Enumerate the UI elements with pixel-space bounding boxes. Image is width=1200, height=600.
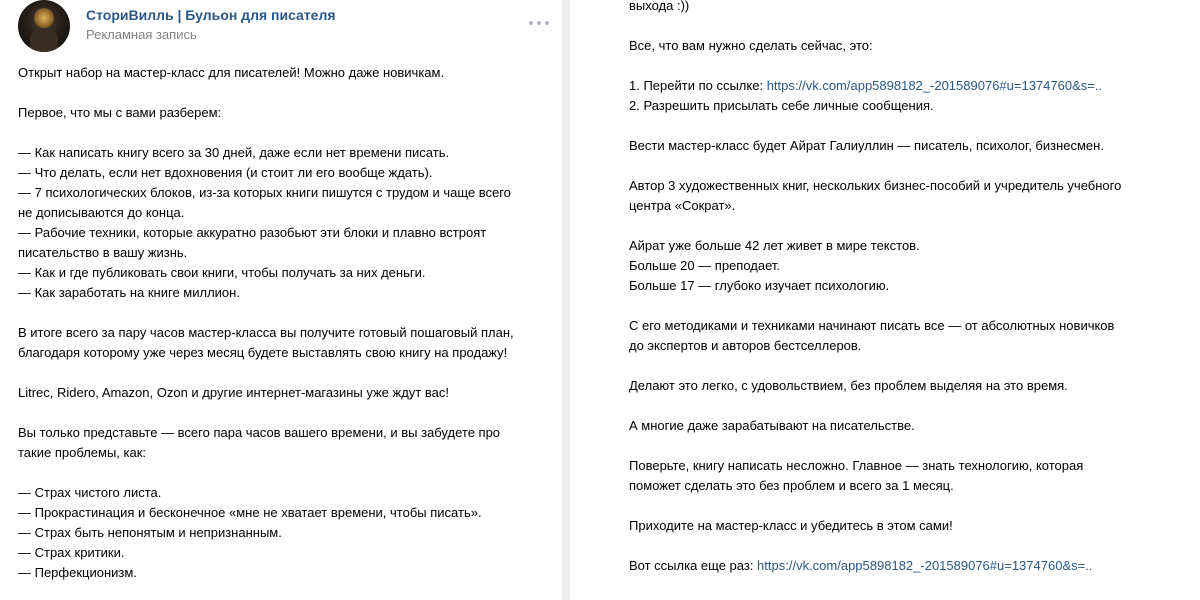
masterclass-link[interactable]: https://vk.com/app5898182_-201589076#u=1374760&s=..	[766, 78, 1103, 93]
text-line: — Прокрастинация и бесконечное «мне не хватает времени, чтобы писать».	[18, 505, 482, 520]
text-line: — Как и где публиковать свои книги, чтобы получать за них деньги.	[18, 265, 426, 280]
text-line: С его методиками и техниками начинают писать все — от абсолютных новичков	[629, 318, 1115, 333]
post-body-text-left	[18, 63, 514, 583]
avatar-image-figure	[30, 30, 58, 52]
text-line: — Как заработать на книге миллион.	[18, 285, 240, 300]
text-line: центра «Сократ».	[629, 198, 736, 213]
text-line: — Что делать, если нет вдохновения (и стоит ли его вообще ждать).	[18, 165, 433, 180]
ellipsis-icon[interactable]	[528, 14, 550, 32]
text-line: — Как написать книгу всего за 30 дней, даже если нет времени писать.	[18, 145, 450, 160]
post-right-panel	[570, 0, 1200, 600]
text-line: Приходите на мастер-класс и убедитесь в этом сами!	[629, 518, 953, 533]
ellipsis-dot	[529, 21, 533, 25]
post-left-panel	[0, 0, 562, 600]
post-subtitle: Рекламная запись	[86, 27, 197, 42]
text-line: не дописываются до конца.	[18, 205, 185, 220]
text-line: 1. Перейти по ссылке:	[629, 78, 767, 93]
text-line: Поверьте, книгу написать несложно. Главное — знать технологию, которая	[629, 458, 1084, 473]
text-line: — Перфекционизм.	[18, 565, 137, 580]
text-line: Больше 20 — преподает.	[629, 258, 781, 273]
post-author-link[interactable]: СториВилль | Бульон для писателя	[86, 7, 336, 23]
avatar-image-glow	[34, 8, 54, 28]
text-line: выхода :))	[629, 0, 690, 13]
avatar[interactable]	[18, 0, 70, 52]
text-line: 2. Разрешить присылать себе личные сообщения.	[629, 98, 934, 113]
ellipsis-dot	[545, 21, 549, 25]
text-line: — Страх быть непонятым и непризнанным.	[18, 525, 282, 540]
text-line: — Рабочие техники, которые аккуратно разобьют эти блоки и плавно встроят	[18, 225, 487, 240]
text-line: Вот ссылка еще раз:	[629, 558, 758, 573]
text-line: Вы только представьте — всего пара часов вашего времени, и вы забудете про	[18, 425, 501, 440]
text-line: писательство в вашу жизнь.	[18, 245, 188, 260]
text-line: благодаря которому уже через месяц будете выставлять свою книгу на продажу!	[18, 345, 508, 360]
text-line: Делают это легко, с удовольствием, без проблем выделяя на это время.	[629, 378, 1068, 393]
text-line: В итоге всего за пару часов мастер-класса вы получите готовый пошаговый план,	[18, 325, 514, 340]
text-line: поможет сделать это без проблем и всего за 1 месяц.	[629, 478, 954, 493]
text-line: — Страх критики.	[18, 545, 125, 560]
text-line: Все, что вам нужно сделать сейчас, это:	[629, 38, 873, 53]
text-line: Больше 17 — глубоко изучает психологию.	[629, 278, 890, 293]
text-line: Открыт набор на мастер-класс для писателей! Можно даже новичкам.	[18, 65, 445, 80]
column-divider	[562, 0, 570, 600]
text-line: Litrec, Ridero, Amazon, Ozon и другие интернет-магазины уже ждут вас!	[18, 385, 449, 400]
text-line: до экспертов и авторов бестселлеров.	[629, 338, 862, 353]
text-line: Айрат уже больше 42 лет живет в мире текстов.	[629, 238, 920, 253]
text-line: А многие даже зарабатывают на писательстве.	[629, 418, 915, 433]
text-line: такие проблемы, как:	[18, 445, 147, 460]
text-line: — Страх чистого листа.	[18, 485, 162, 500]
text-line: Автор 3 художественных книг, нескольких бизнес-пособий и учредитель учебного	[629, 178, 1122, 193]
text-line: Вести мастер-класс будет Айрат Галиуллин — писатель, психолог, бизнесмен.	[629, 138, 1104, 153]
text-line: — 7 психологических блоков, из-за которых книги пишутся с трудом и чаще всего	[18, 185, 511, 200]
masterclass-link-repeat[interactable]: https://vk.com/app5898182_-201589076#u=1374760&s=..	[757, 558, 1093, 573]
post-body-text-right	[629, 0, 1121, 576]
text-line: Первое, что мы с вами разберем:	[18, 105, 222, 120]
ellipsis-dot	[537, 21, 541, 25]
